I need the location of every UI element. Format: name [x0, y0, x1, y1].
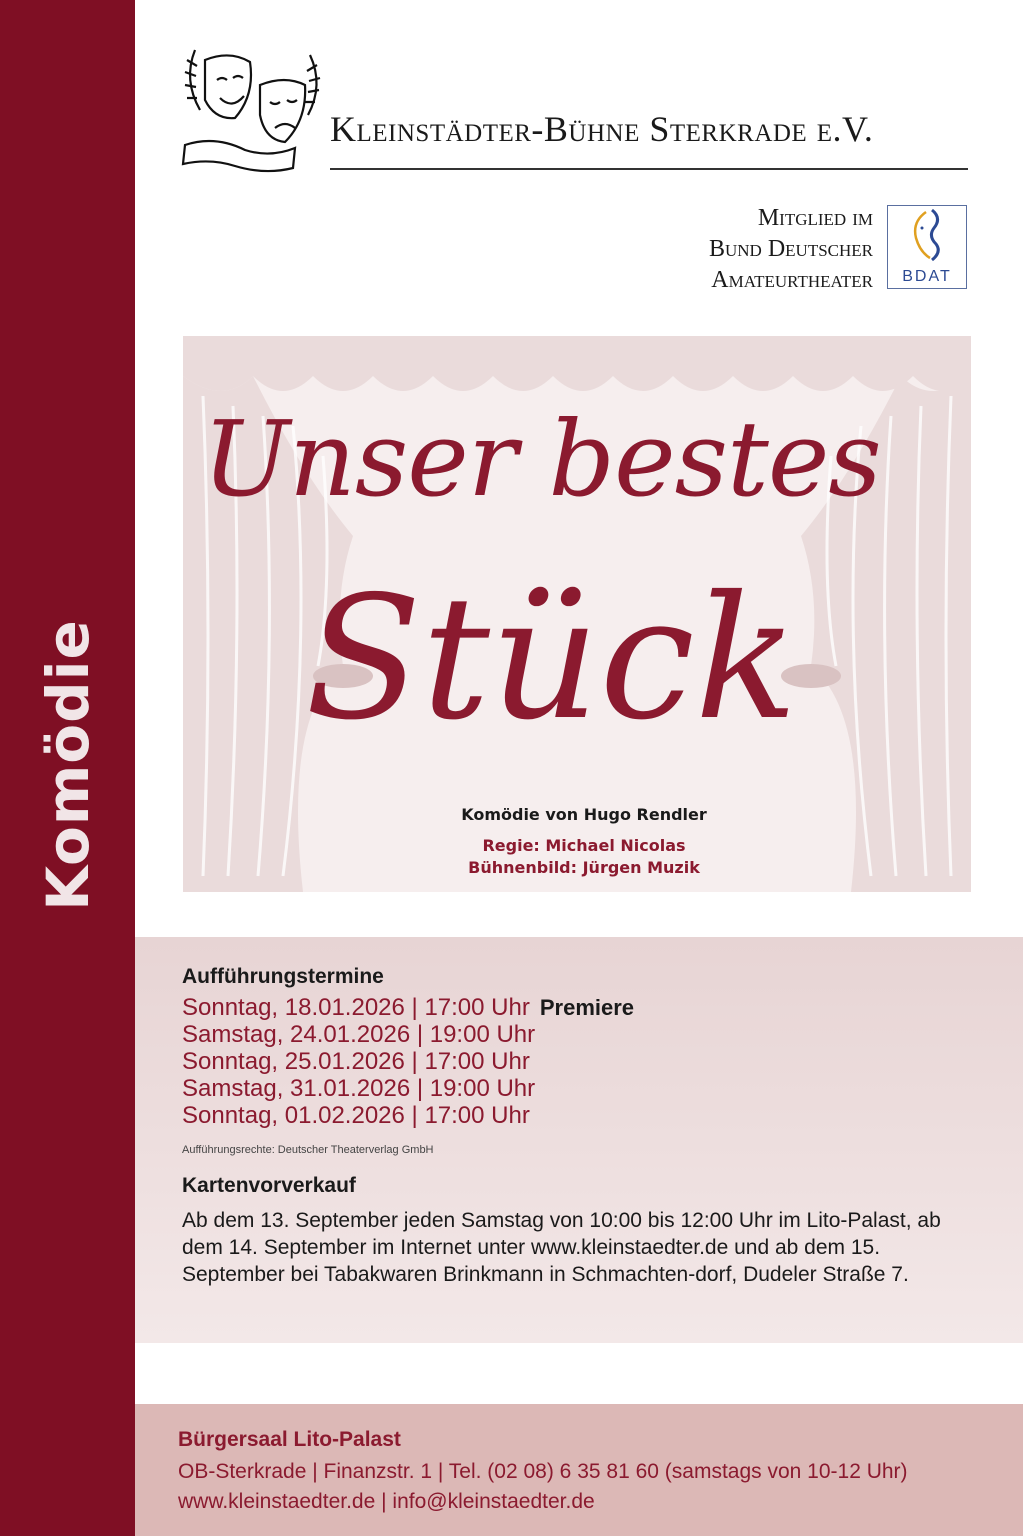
header-divider	[330, 168, 968, 170]
membership-line: Bund Deutscher	[708, 236, 873, 262]
date-text: Samstag, 31.01.2026 | 19:00 Uhr	[182, 1075, 536, 1102]
membership-line: Mitglied im	[757, 205, 873, 231]
presale-heading: Kartenvorverkauf	[182, 1174, 356, 1197]
web-contact: www.kleinstaedter.de | info@kleinstaedter.de	[178, 1490, 595, 1513]
venue-address: OB-Sterkrade | Finanzstr. 1 | Tel. (02 08) 6 35 81 60 (samstags von 10-12 Uhr)	[178, 1460, 908, 1483]
membership-text	[660, 203, 873, 296]
genre-label: Komödie	[34, 619, 102, 911]
bdat-logo	[887, 205, 967, 289]
rights-note: Aufführungsrechte: Deutscher Theaterverlag GmbH	[182, 1144, 434, 1156]
date-row	[182, 1021, 634, 1048]
set-design-credit: Bühnenbild: Jürgen Muzik	[468, 858, 700, 877]
author-credit: Komödie von Hugo Rendler	[461, 805, 707, 824]
date-row	[182, 1048, 634, 1075]
director-credit: Regie: Michael Nicolas	[482, 836, 686, 855]
play-title-line2: Stück	[305, 560, 798, 758]
date-text: Sonntag, 25.01.2026 | 17:00 Uhr	[182, 1048, 530, 1075]
presale-text: Ab dem 13. September jeden Samstag von 10:00 bis 12:00 Uhr im Lito-Palast, ab dem 14. September im Internet unter www.kleinstaedter.de und ab dem 15. September bei Tabakwaren Brinkmann in Schmachten-dorf, Dudeler Straße 7.	[182, 1209, 941, 1286]
theater-masks-logo	[175, 40, 330, 175]
bdat-face-icon	[888, 206, 966, 266]
membership-line: Amateurtheater	[711, 267, 873, 293]
performance-dates	[182, 994, 634, 1129]
play-title-line1: Unser bestes	[202, 398, 881, 520]
date-row	[182, 1075, 634, 1102]
bdat-label: BDAT	[902, 268, 952, 285]
performances-heading: Aufführungstermine	[182, 965, 384, 988]
date-row	[182, 994, 634, 1021]
club-name: Kleinstädter-Bühne Sterkrade e.V.	[330, 109, 874, 149]
date-text: Sonntag, 01.02.2026 | 17:00 Uhr	[182, 1102, 530, 1129]
date-row	[182, 1102, 634, 1129]
sidebar-band	[0, 0, 135, 1536]
date-text: Samstag, 24.01.2026 | 19:00 Uhr	[182, 1021, 536, 1048]
venue-name: Bürgersaal Lito-Palast	[178, 1428, 401, 1451]
premiere-label: Premiere	[539, 995, 635, 1020]
date-text: Sonntag, 18.01.2026 | 17:00 Uhr	[182, 994, 530, 1021]
